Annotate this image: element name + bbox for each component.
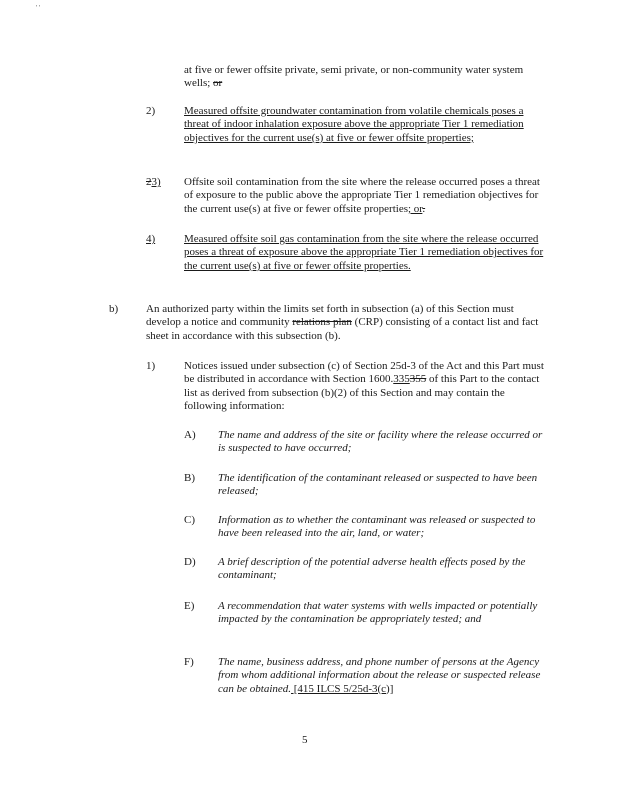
- b1-label: 1): [146, 360, 156, 372]
- b1-body: Notices issued under subsection (c) of Section 25d-3 of the Act and this Part must be distributed in accordance with Section 1600.: [184, 360, 544, 386]
- section-b-label: b): [109, 303, 119, 315]
- subitem-b-label: B): [184, 472, 195, 484]
- intro-text: at five or fewer offsite private, semi private, or non-community water system wells;: [184, 64, 524, 90]
- subitem-d-label: D): [184, 556, 196, 568]
- subitem-a-label: A): [184, 429, 196, 441]
- item-3-body: Offsite soil contamination from the site where the release occurred poses a threat of exposure to the public above the appropriate Tier 1 remediation objectives for the current use(s) at five or fewer offsite properties: [184, 176, 540, 215]
- subitem-c-label: C): [184, 514, 195, 526]
- item-4-text: Measured offsite soil gas contamination from the site where the release occurred poses a threat of exposure above the appropriate Tier 1 remediation objectives for the current use(s) at five or fewer offsite properties.: [184, 233, 544, 272]
- b1-body-end: of this Part to the contact list as derived from subsection (b)(2) of this Section and may contain the following information:: [184, 373, 540, 413]
- page-number: 5: [302, 734, 308, 746]
- section-b-strike: relations plan: [292, 316, 352, 329]
- item-3-label-ins: 3): [151, 176, 161, 188]
- subitem-c-text: Information as to whether the contaminant was released or suspected to have been released into the air, land, or water;: [218, 514, 536, 540]
- item-3-end-strike: .: [422, 202, 426, 215]
- item-3-text: [184, 176, 546, 216]
- intro-continuation: [184, 64, 544, 91]
- subitem-f-text: [218, 656, 548, 696]
- intro-strike: or: [213, 77, 223, 90]
- subitem-e-text: A recommendation that water systems with wells impacted or potentially impacted by the contamination be appropriately tested; and: [218, 600, 538, 626]
- subitem-a-text: The name and address of the site or facility where the release occurred or is suspected to have occurred;: [218, 429, 543, 455]
- item-3-label-strike: 2: [146, 176, 152, 188]
- b1-ins: 335: [393, 373, 410, 386]
- item-3-end-ins: ; or: [407, 202, 423, 215]
- subitem-b-text: The identification of the contaminant released or suspected to have been released;: [218, 472, 538, 498]
- section-b-body-end: (CRP) consisting of a contact list and fact sheet in accordance with this subsection (b).: [146, 316, 539, 342]
- item-4-label: 4): [146, 233, 156, 245]
- subitem-d-text: A brief description of the potential adverse health effects posed by the contaminant;: [218, 556, 526, 582]
- b1-text: [184, 360, 546, 414]
- header-mark: ' ': [36, 4, 41, 12]
- subitem-f-label: F): [184, 656, 194, 668]
- b1-strike: 355: [409, 373, 427, 386]
- section-b-body: An authorized party within the limits set forth in subsection (a) of this Section must develop a notice and community: [146, 303, 514, 329]
- item-3-label: [146, 176, 161, 189]
- subitem-e-label: E): [184, 600, 195, 612]
- item-2-label: 2): [146, 105, 156, 117]
- item-2-text: Measured offsite groundwater contamination from volatile chemicals poses a threat of indoor inhalation exposure above the appropriate Tier 1 remediation objectives for the current use(s) at five or fewer offsite properties;: [184, 105, 524, 144]
- statute-citation: [415 ILCS 5/25d-3(c)]: [291, 682, 394, 695]
- subitem-f-body: The name, business address, and phone number of persons at the Agency from whom additional information about the release or suspected release can be obtained.: [218, 656, 541, 695]
- section-b-text: [146, 303, 548, 343]
